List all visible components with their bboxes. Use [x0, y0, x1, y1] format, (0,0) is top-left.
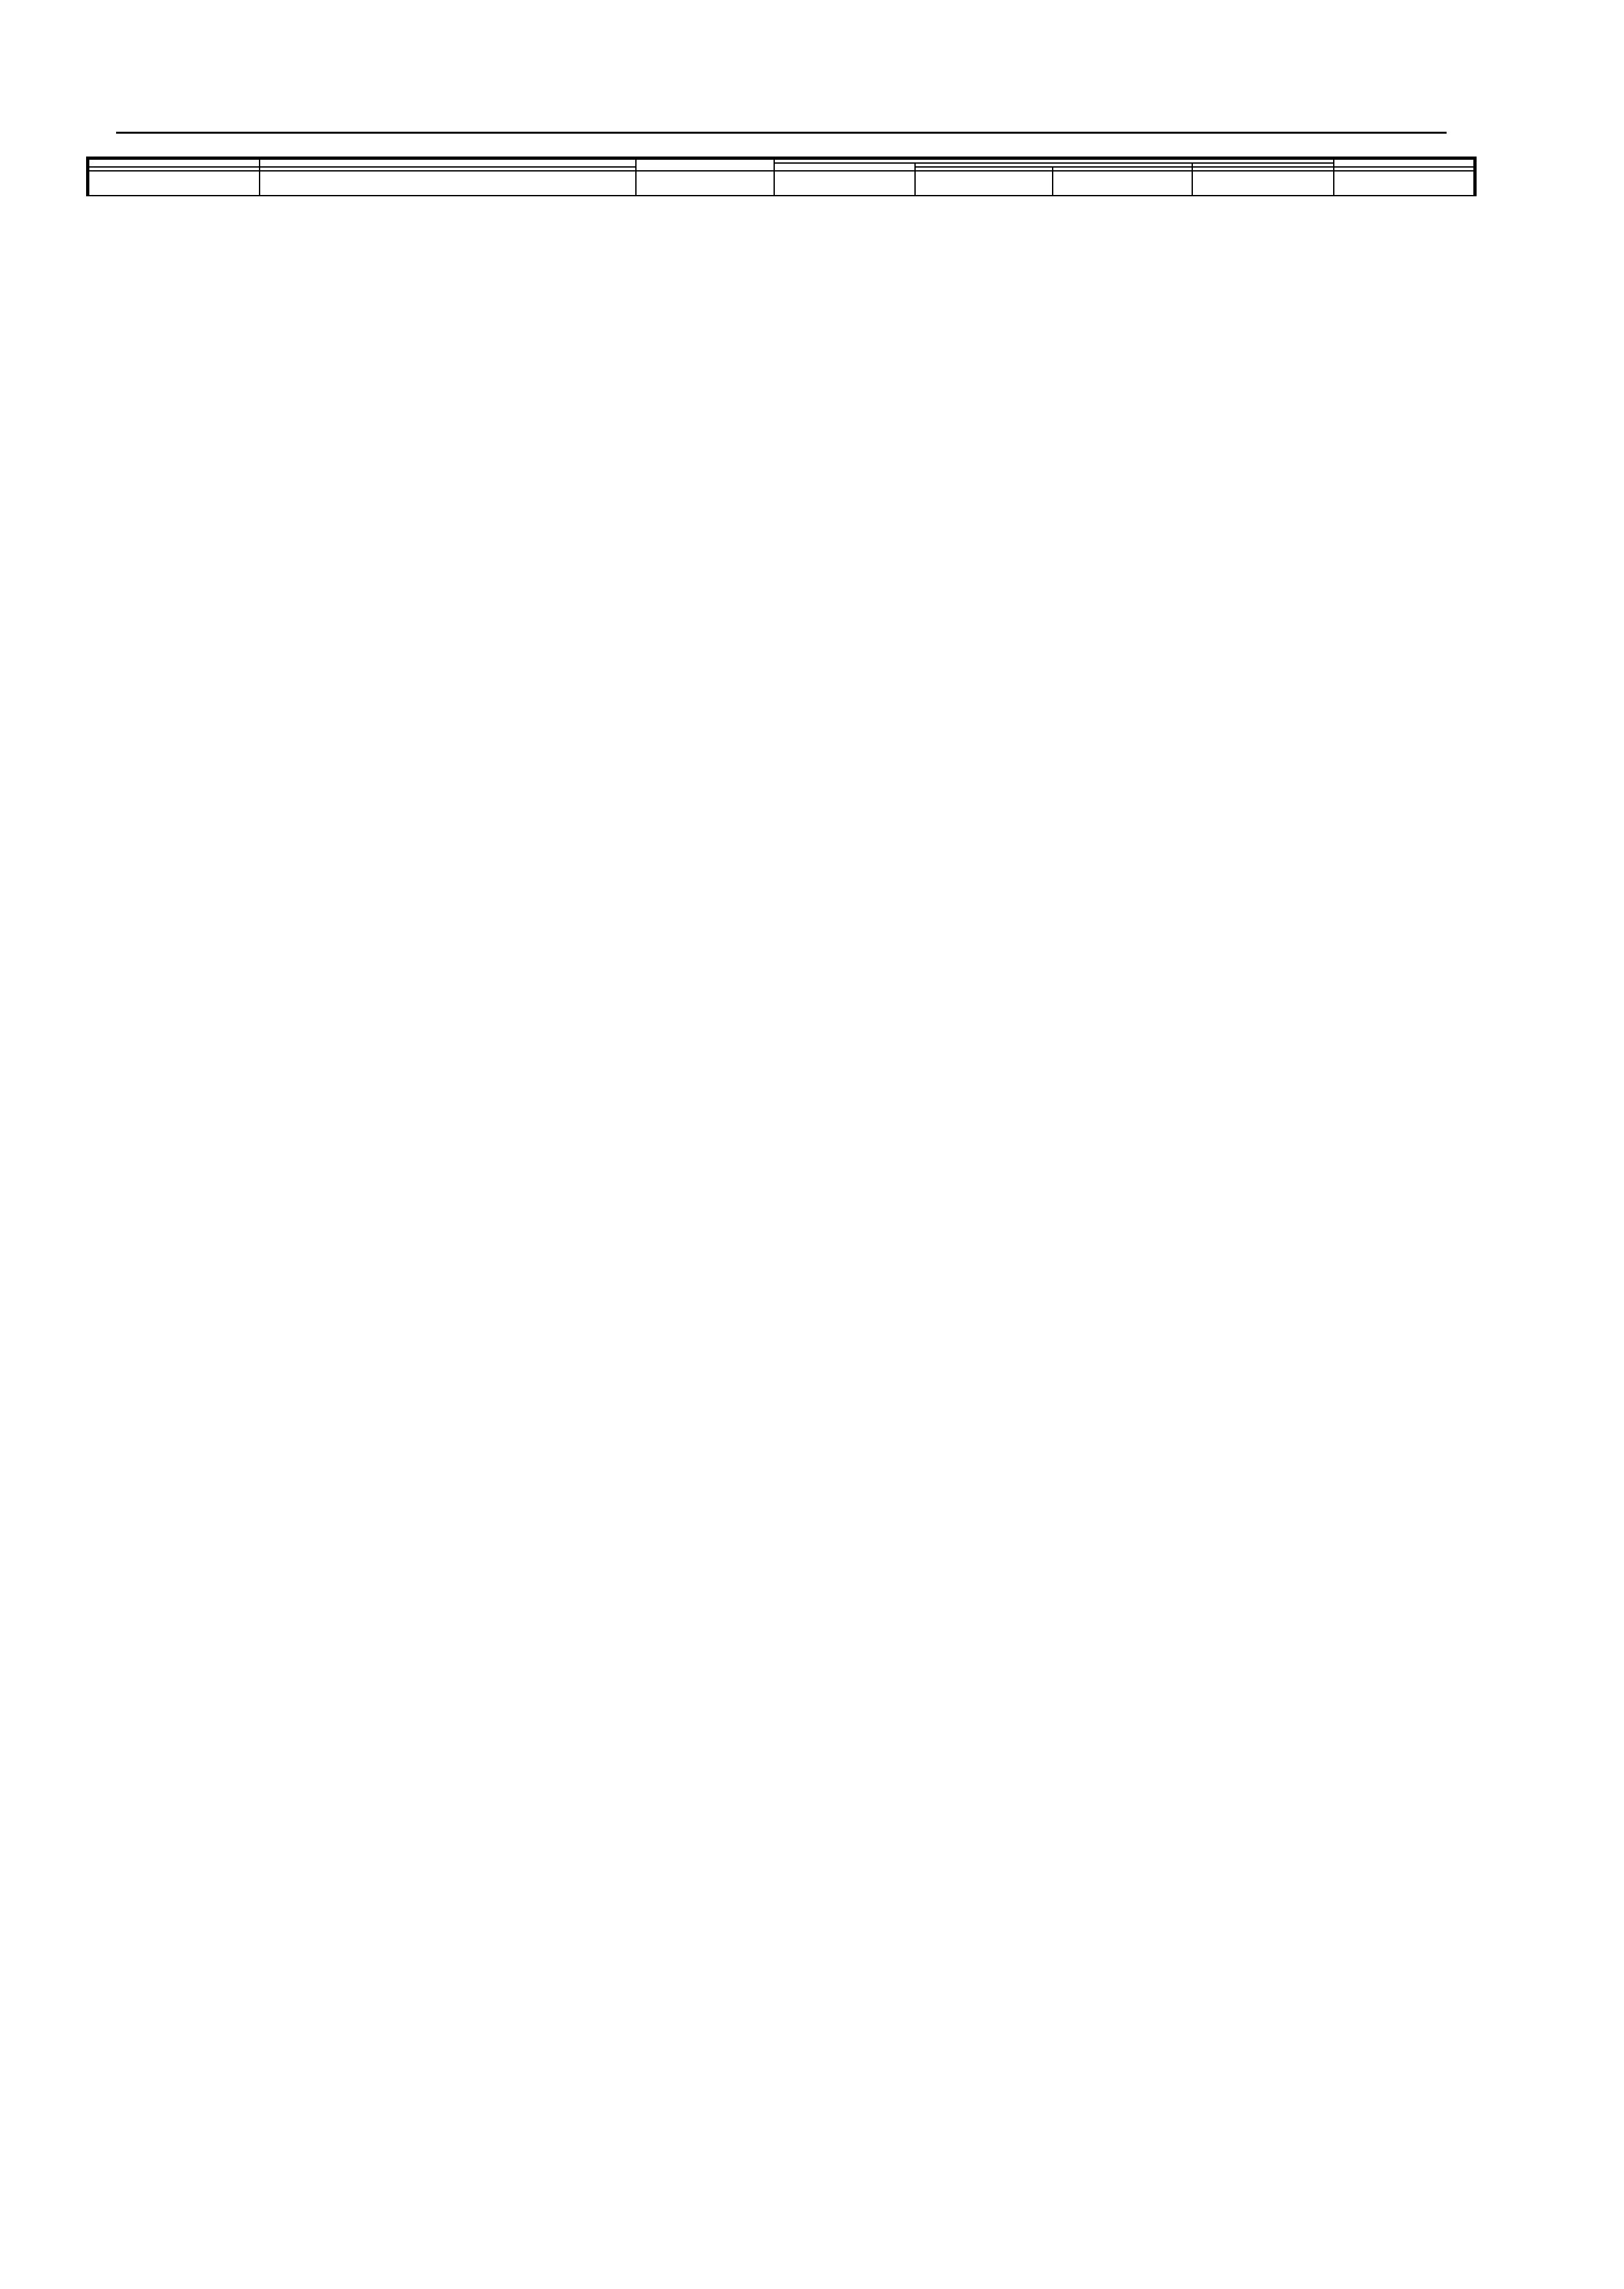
header-direct-costs [636, 159, 774, 171]
col-number [260, 171, 636, 196]
col-number [89, 171, 260, 196]
header-col1-top [89, 159, 260, 167]
header-rule [116, 132, 1447, 134]
header-col2-top [260, 159, 636, 167]
header-labor [1334, 159, 1474, 167]
price-table [88, 158, 1475, 196]
column-numbers-row [89, 171, 1474, 196]
col-number [1053, 171, 1192, 196]
price-table-container [86, 157, 1477, 196]
col-number [915, 171, 1053, 196]
col-number [1334, 171, 1474, 196]
col-number [1192, 171, 1334, 196]
col-number [636, 171, 774, 196]
col-number [774, 171, 914, 196]
header-wages [774, 163, 914, 171]
table-header [89, 159, 1474, 171]
